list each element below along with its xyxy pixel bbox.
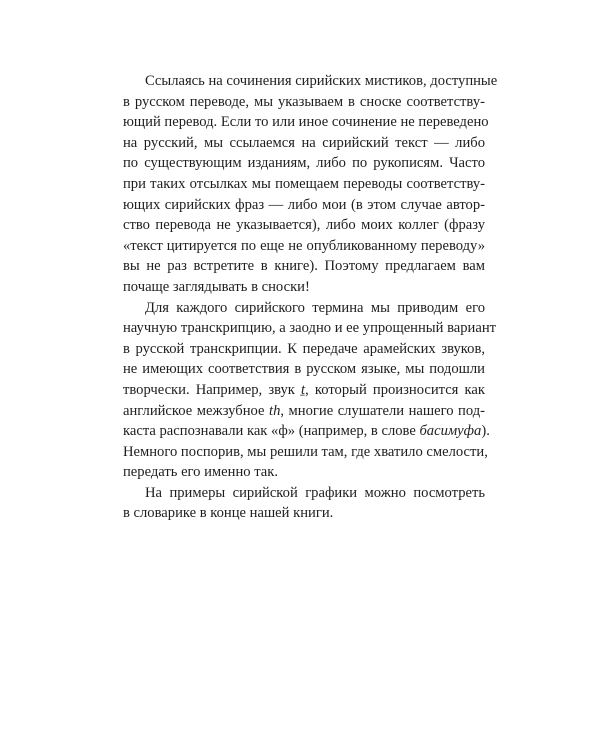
- text-line: ющий перевод. Если то или иное сочинение не переведено: [123, 114, 489, 131]
- text-line-with-italic: [123, 380, 485, 401]
- text-line: в словарике в конце нашей книги.: [123, 505, 334, 522]
- text-line: Немного поспорив, мы решили там, где хватило смелости,: [123, 443, 488, 460]
- body-text: [123, 71, 498, 524]
- text-line: при таких отсылках мы помещаем переводы соответству-: [123, 175, 485, 192]
- paragraph-transcription: [123, 298, 497, 483]
- text-line: почаще заглядывать в сноски!: [123, 278, 310, 295]
- italic-term: ṯ: [301, 381, 306, 398]
- text-line: научную транскрипцию, а заодно и ее упрощенный вариант: [123, 320, 497, 337]
- text-line: вы не раз встретите в книге). Поэтому предлагаем вам: [123, 258, 485, 275]
- text-line: Ссылаясь на сочинения сирийских мистиков, доступные: [145, 73, 498, 89]
- text-run: , который произносится как: [305, 381, 485, 398]
- text-line-with-italic: [123, 401, 485, 422]
- text-line: в русской транскрипции. К передаче арамейских звуков,: [123, 340, 485, 357]
- text-line: «текст цитируется по еще не опубликованному переводу»: [123, 237, 485, 254]
- text-line: Для каждого сирийского термина мы приводим его: [145, 299, 485, 316]
- text-line: ство перевода не указывается), либо моих коллег (фразу: [123, 217, 485, 234]
- italic-term: басимуфа: [419, 423, 482, 440]
- italic-term: th: [269, 402, 281, 419]
- text-run: ).: [481, 423, 490, 440]
- text-line: не имеющих соответствия в русском языке, мы подошли: [123, 361, 485, 378]
- text-run: английское межзубное: [123, 402, 270, 419]
- text-run: , многие слушатели нашего под-: [280, 402, 486, 419]
- text-run: каста распознавали как «ф» (например, в слове: [123, 423, 420, 440]
- paragraph-footnotes: [123, 71, 498, 298]
- text-line: На примеры сирийской графики можно посмотреть: [145, 484, 485, 501]
- paragraph-graphics: [123, 483, 485, 524]
- text-line: передать его именно так.: [123, 464, 278, 481]
- text-run: творчески. Например, звук: [123, 381, 302, 398]
- text-line: в русском переводе, мы указываем в сноске соответству-: [123, 93, 485, 110]
- text-line: ющих сирийских фраз — либо мои (в этом случае автор-: [123, 196, 485, 213]
- text-line: на русский, мы ссылаемся на сирийский текст — либо: [123, 134, 485, 151]
- text-line: по существующим изданиям, либо по рукописям. Часто: [123, 155, 485, 172]
- text-line-with-italic: [123, 421, 490, 442]
